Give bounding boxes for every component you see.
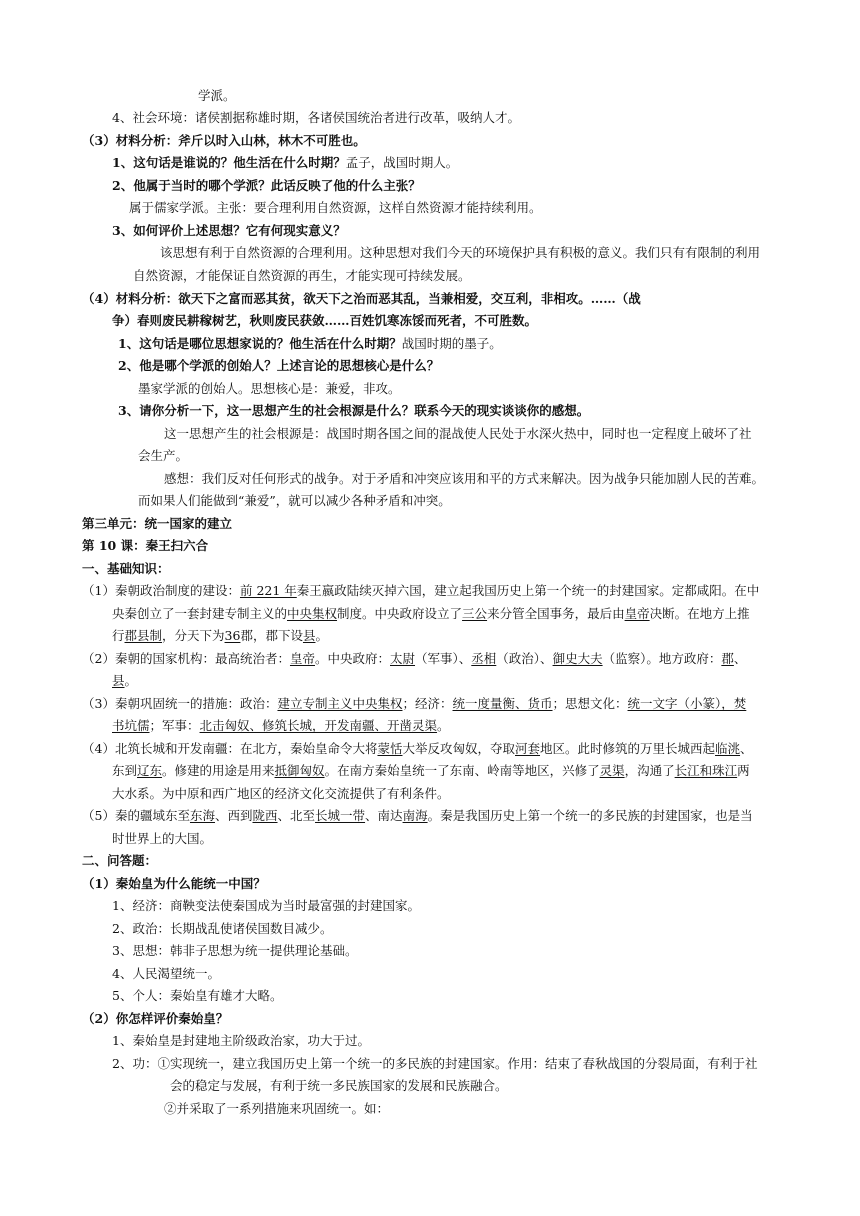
answer-line: 2、功：①实现统一，建立我国历史上第一个统一的多民族的封建国家。作用：结束了春秋战国的分裂局面，有利于社 — [112, 1056, 758, 1071]
question-heading: （1）秦始皇为什么能统一中国？ — [82, 876, 266, 891]
paragraph-line: 书坑儒；军事：北击匈奴、修筑长城，开发南疆、开凿灵渠。 — [112, 718, 450, 733]
answer-line: 会生产。 — [138, 448, 189, 463]
question-line: 1、这句话是哪位思想家说的？他生活在什么时期？战国时期的墨子。 — [118, 336, 502, 351]
paragraph-line: （5）秦的疆域东至东海、西到陇西、北至长城一带、南达南海。秦是我国历史上第一个统一的多民族的封建国家，也是当 — [82, 808, 753, 823]
question-line: 3、如何评价上述思想？它有何现实意义？ — [112, 223, 346, 238]
question-line: 3、请你分析一下，这一思想产生的社会根源是什么？联系今天的现实谈谈你的感想。 — [118, 403, 590, 418]
paragraph-line: （1）秦朝政治制度的建设：前 221 年秦王嬴政陆续灭掉六国，建立起我国历史上第一个统一的封建国家。定都咸阳。在中 — [82, 583, 760, 598]
question-line: 2、他属于当时的哪个学派？此话反映了他的什么主张？ — [112, 178, 421, 193]
paragraph-line: 大水系。为中原和西广地区的经济文化交流提供了有利条件。 — [112, 786, 450, 801]
paragraph-line: （2）秦朝的国家机构：最高统治者：皇帝。中央政府：太尉（军事）、丞相（政治）、御史大夫（监察）。地方政府：郡、 — [82, 651, 747, 666]
list-item: 3、思想：韩非子思想为统一提供理论基础。 — [112, 943, 358, 958]
section-heading: 争）春则废民耕稼树艺，秋则废民获敛……百姓饥寒冻馁而死者，不可胜数。 — [112, 313, 538, 328]
answer-line: 自然资源，才能保证自然资源的再生，才能实现可持续发展。 — [133, 268, 471, 283]
paragraph-line: 时世界上的大国。 — [112, 831, 213, 846]
paragraph-line: 央秦创立了一套封建专制主义的中央集权制度。中央政府设立了三公来分管全国事务，最后由皇帝决断。在地方上推 — [112, 606, 750, 621]
lesson-title: 第 10 课：秦王扫六合 — [82, 538, 209, 553]
answer-line: 该思想有利于自然资源的合理利用。这种思想对我们今天的环境保护具有积极的意义。我们只有有限制的利用 — [160, 245, 761, 260]
answer-line: 会的稳定与发展，有利于统一多民族国家的发展和民族融合。 — [170, 1078, 508, 1093]
answer-line: 属于儒家学派。主张：要合理利用自然资源，这样自然资源才能持续利用。 — [129, 200, 542, 215]
section-heading: 一、基础知识： — [82, 561, 170, 576]
section-heading: 二、问答题： — [82, 853, 158, 868]
section-heading: （4）材料分析：欲天下之富而恶其贫，欲天下之治而恶其乱，当兼相爱，交互利，非相攻。……（战 — [82, 291, 641, 306]
text-line: 4、社会环境：诸侯割据称雄时期，各诸侯国统治者进行改革，吸纳人才。 — [112, 110, 520, 125]
paragraph-line: 东到辽东。修建的用途是用来抵御匈奴。在南方秦始皇统一了东南、岭南等地区，兴修了灵渠，沟通了长江和珠江两 — [112, 763, 750, 778]
answer-line: 而如果人们能做到“兼爱”，就可以减少各种矛盾和冲突。 — [138, 493, 451, 508]
answer-line: 1、秦始皇是封建地主阶级政治家，功大于过。 — [112, 1033, 370, 1048]
list-item: 2、政治：长期战乱使诸侯国数目减少。 — [112, 921, 333, 936]
answer-line: 感想：我们反对任何形式的战争。对于矛盾和冲突应该用和平的方式来解决。因为战争只能加剧人民的苦难。 — [164, 471, 765, 486]
text-line: 学派。 — [198, 88, 236, 103]
section-heading: （3）材料分析：斧斤以时入山林，林木不可胜也。 — [82, 133, 366, 148]
question-line: 1、这句话是谁说的？他生活在什么时期？孟子，战国时期人。 — [112, 155, 459, 170]
unit-title: 第三单元：统一国家的建立 — [82, 516, 233, 531]
list-item: 4、人民渴望统一。 — [112, 966, 220, 981]
list-item: 5、个人：秦始皇有雄才大略。 — [112, 988, 283, 1003]
paragraph-line: 行郡县制，分天下为36郡，郡下设县。 — [112, 628, 328, 643]
answer-line: 这一思想产生的社会根源是：战国时期各国之间的混战使人民处于水深火热中，同时也一定程度上破坏了社 — [164, 426, 752, 441]
question-line: 2、他是哪个学派的创始人？上述言论的思想核心是什么？ — [118, 358, 440, 373]
answer-line: 墨家学派的创始人。思想核心是：兼爱，非攻。 — [138, 381, 401, 396]
paragraph-line: （3）秦朝巩固统一的措施：政治：建立专制主义中央集权；经济：统一度量衡、货币；思想文化：统一文字（小篆），焚 — [82, 696, 747, 711]
paragraph-line: （4）北筑长城和开发南疆：在北方，秦始皇命令大将蒙恬大举反攻匈奴，夺取河套地区。此时修筑的万里长城西起临洮、 — [82, 741, 753, 756]
list-item: 1、经济：商鞅变法使秦国成为当时最富强的封建国家。 — [112, 898, 420, 913]
question-heading: （2）你怎样评价秦始皇？ — [82, 1011, 229, 1026]
answer-line: ②并采取了一系列措施来巩固统一。如： — [164, 1101, 390, 1116]
paragraph-line: 县。 — [112, 673, 138, 688]
